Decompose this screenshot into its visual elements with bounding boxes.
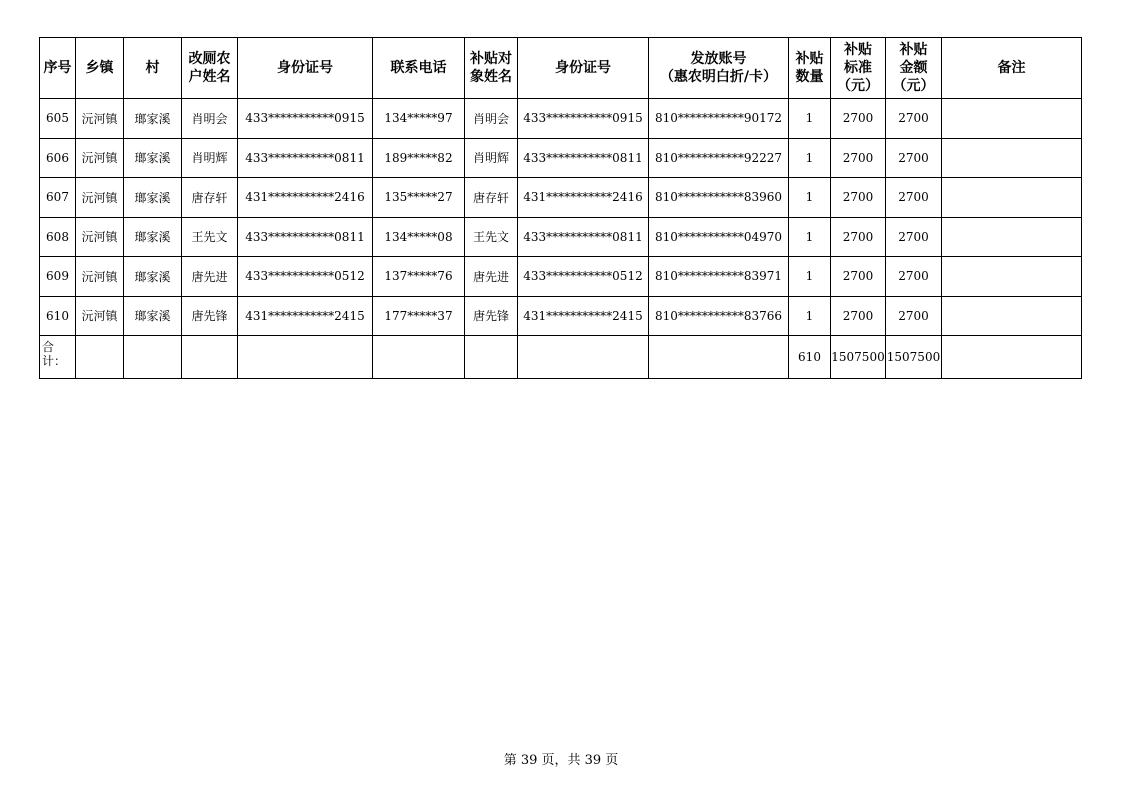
cell-village: 瑯家溪 — [124, 178, 182, 218]
column-header — [886, 38, 942, 99]
cell-seq: 609 — [40, 257, 76, 297]
column-header — [831, 38, 886, 99]
total-qty: 610 — [789, 336, 831, 379]
cell-amount: 2700 — [886, 257, 942, 297]
cell-recipient-name: 唐存轩 — [465, 178, 518, 218]
cell-recipient-id: 433***********0811 — [518, 217, 649, 257]
total-cell-empty — [238, 336, 373, 379]
cell-phone: 135*****27 — [373, 178, 465, 218]
cell-amount: 2700 — [886, 296, 942, 336]
cell-recipient-id: 431***********2416 — [518, 178, 649, 218]
total-cell-empty — [465, 336, 518, 379]
cell-recipient-name: 肖明辉 — [465, 138, 518, 178]
cell-owner-id: 433***********0512 — [238, 257, 373, 297]
table-row — [40, 217, 1082, 257]
table-row — [40, 138, 1082, 178]
column-header-line: 补贴 — [795, 51, 824, 67]
cell-phone: 134*****97 — [373, 99, 465, 139]
column-header-line: 补贴对 — [470, 51, 512, 67]
column-header — [373, 38, 465, 99]
header-row — [40, 38, 1082, 99]
cell-owner-name: 肖明会 — [182, 99, 238, 139]
cell-owner-id: 433***********0811 — [238, 138, 373, 178]
cell-recipient-id: 433***********0811 — [518, 138, 649, 178]
cell-qty: 1 — [789, 257, 831, 297]
cell-town: 沅河镇 — [76, 99, 124, 139]
cell-owner-id: 433***********0915 — [238, 99, 373, 139]
cell-town: 沅河镇 — [76, 138, 124, 178]
total-cell-empty — [518, 336, 649, 379]
cell-qty: 1 — [789, 178, 831, 218]
cell-town: 沅河镇 — [76, 217, 124, 257]
cell-owner-id: 431***********2415 — [238, 296, 373, 336]
cell-standard: 2700 — [831, 257, 886, 297]
cell-qty: 1 — [789, 217, 831, 257]
cell-phone: 137*****76 — [373, 257, 465, 297]
column-header — [182, 38, 238, 99]
cell-town: 沅河镇 — [76, 296, 124, 336]
column-header-line: 发放账号 — [690, 51, 747, 67]
cell-owner-name: 王先文 — [182, 217, 238, 257]
cell-owner-id: 433***********0811 — [238, 217, 373, 257]
cell-owner-name: 唐先进 — [182, 257, 238, 297]
column-header — [789, 38, 831, 99]
cell-recipient-name: 唐先进 — [465, 257, 518, 297]
cell-phone: 134*****08 — [373, 217, 465, 257]
column-header-line: 序号 — [43, 60, 72, 76]
column-header-line: 改厕农 — [188, 51, 231, 67]
cell-recipient-id: 433***********0915 — [518, 99, 649, 139]
cell-seq: 605 — [40, 99, 76, 139]
column-header — [465, 38, 518, 99]
column-header — [238, 38, 373, 99]
column-header — [649, 38, 789, 99]
column-header-line: （元） — [837, 78, 879, 94]
cell-amount: 2700 — [886, 178, 942, 218]
cell-qty: 1 — [789, 99, 831, 139]
column-header-line: 补贴 — [844, 42, 872, 58]
cell-standard: 2700 — [831, 99, 886, 139]
cell-account: 810***********83971 — [649, 257, 789, 297]
table-body — [40, 99, 1082, 336]
table-row — [40, 178, 1082, 218]
cell-recipient-name: 王先文 — [465, 217, 518, 257]
column-header-line: 村 — [145, 60, 160, 76]
column-header — [76, 38, 124, 99]
cell-village: 瑯家溪 — [124, 257, 182, 297]
column-header-line: 乡镇 — [85, 60, 114, 76]
column-header-line: 身份证号 — [555, 60, 611, 76]
cell-amount: 2700 — [886, 217, 942, 257]
cell-account: 810***********83960 — [649, 178, 789, 218]
cell-standard: 2700 — [831, 138, 886, 178]
column-header-line: 数量 — [795, 69, 824, 85]
page-footer: 第 39 页，共 39 页 — [503, 753, 619, 768]
column-header — [40, 38, 76, 99]
cell-seq: 610 — [40, 296, 76, 336]
cell-standard: 2700 — [831, 296, 886, 336]
cell-recipient-id: 433***********0512 — [518, 257, 649, 297]
total-label: 合计： — [40, 336, 76, 379]
cell-owner-id: 431***********2416 — [238, 178, 373, 218]
total-note — [942, 336, 1082, 379]
cell-account: 810***********90172 — [649, 99, 789, 139]
column-header — [124, 38, 182, 99]
column-header-line: 金额 — [899, 60, 928, 76]
cell-account: 810***********83766 — [649, 296, 789, 336]
column-header-line: 备注 — [997, 60, 1026, 76]
cell-standard: 2700 — [831, 217, 886, 257]
column-header — [518, 38, 649, 99]
cell-phone: 177*****37 — [373, 296, 465, 336]
total-cell-empty — [373, 336, 465, 379]
total-amount: 1507500 — [886, 336, 942, 379]
column-header-line: 户姓名 — [188, 69, 231, 85]
table-row — [40, 296, 1082, 336]
cell-note — [942, 138, 1082, 178]
total-cell-empty — [76, 336, 124, 379]
column-header — [942, 38, 1082, 99]
cell-qty: 1 — [789, 138, 831, 178]
total-cell-empty — [649, 336, 789, 379]
total-row — [40, 336, 1082, 379]
cell-phone: 189*****82 — [373, 138, 465, 178]
cell-village: 瑯家溪 — [124, 99, 182, 139]
cell-owner-name: 肖明辉 — [182, 138, 238, 178]
cell-seq: 606 — [40, 138, 76, 178]
cell-account: 810***********92227 — [649, 138, 789, 178]
cell-note — [942, 99, 1082, 139]
cell-village: 瑯家溪 — [124, 217, 182, 257]
cell-amount: 2700 — [886, 99, 942, 139]
table-row — [40, 257, 1082, 297]
subsidy-table — [39, 37, 1082, 379]
table-row — [40, 99, 1082, 139]
cell-recipient-id: 431***********2415 — [518, 296, 649, 336]
column-header-line: 身份证号 — [277, 60, 333, 76]
cell-note — [942, 296, 1082, 336]
column-header-line: （惠农明白折/卡） — [659, 69, 778, 85]
cell-amount: 2700 — [886, 138, 942, 178]
total-cell-empty — [182, 336, 238, 379]
total-cell-empty — [124, 336, 182, 379]
cell-owner-name: 唐先锋 — [182, 296, 238, 336]
column-header-line: 补贴 — [899, 42, 928, 58]
cell-note — [942, 217, 1082, 257]
cell-account: 810***********04970 — [649, 217, 789, 257]
cell-recipient-name: 唐先锋 — [465, 296, 518, 336]
cell-seq: 608 — [40, 217, 76, 257]
cell-owner-name: 唐存轩 — [182, 178, 238, 218]
cell-town: 沅河镇 — [76, 178, 124, 218]
total-standard: 1507500 — [831, 336, 886, 379]
column-header-line: （元） — [892, 78, 935, 94]
cell-recipient-name: 肖明会 — [465, 99, 518, 139]
cell-note — [942, 257, 1082, 297]
column-header-line: 联系电话 — [390, 60, 447, 76]
cell-standard: 2700 — [831, 178, 886, 218]
cell-qty: 1 — [789, 296, 831, 336]
cell-village: 瑯家溪 — [124, 138, 182, 178]
column-header-line: 标准 — [844, 60, 872, 76]
cell-village: 瑯家溪 — [124, 296, 182, 336]
column-header-line: 象姓名 — [470, 69, 512, 85]
cell-town: 沅河镇 — [76, 257, 124, 297]
cell-seq: 607 — [40, 178, 76, 218]
cell-note — [942, 178, 1082, 218]
